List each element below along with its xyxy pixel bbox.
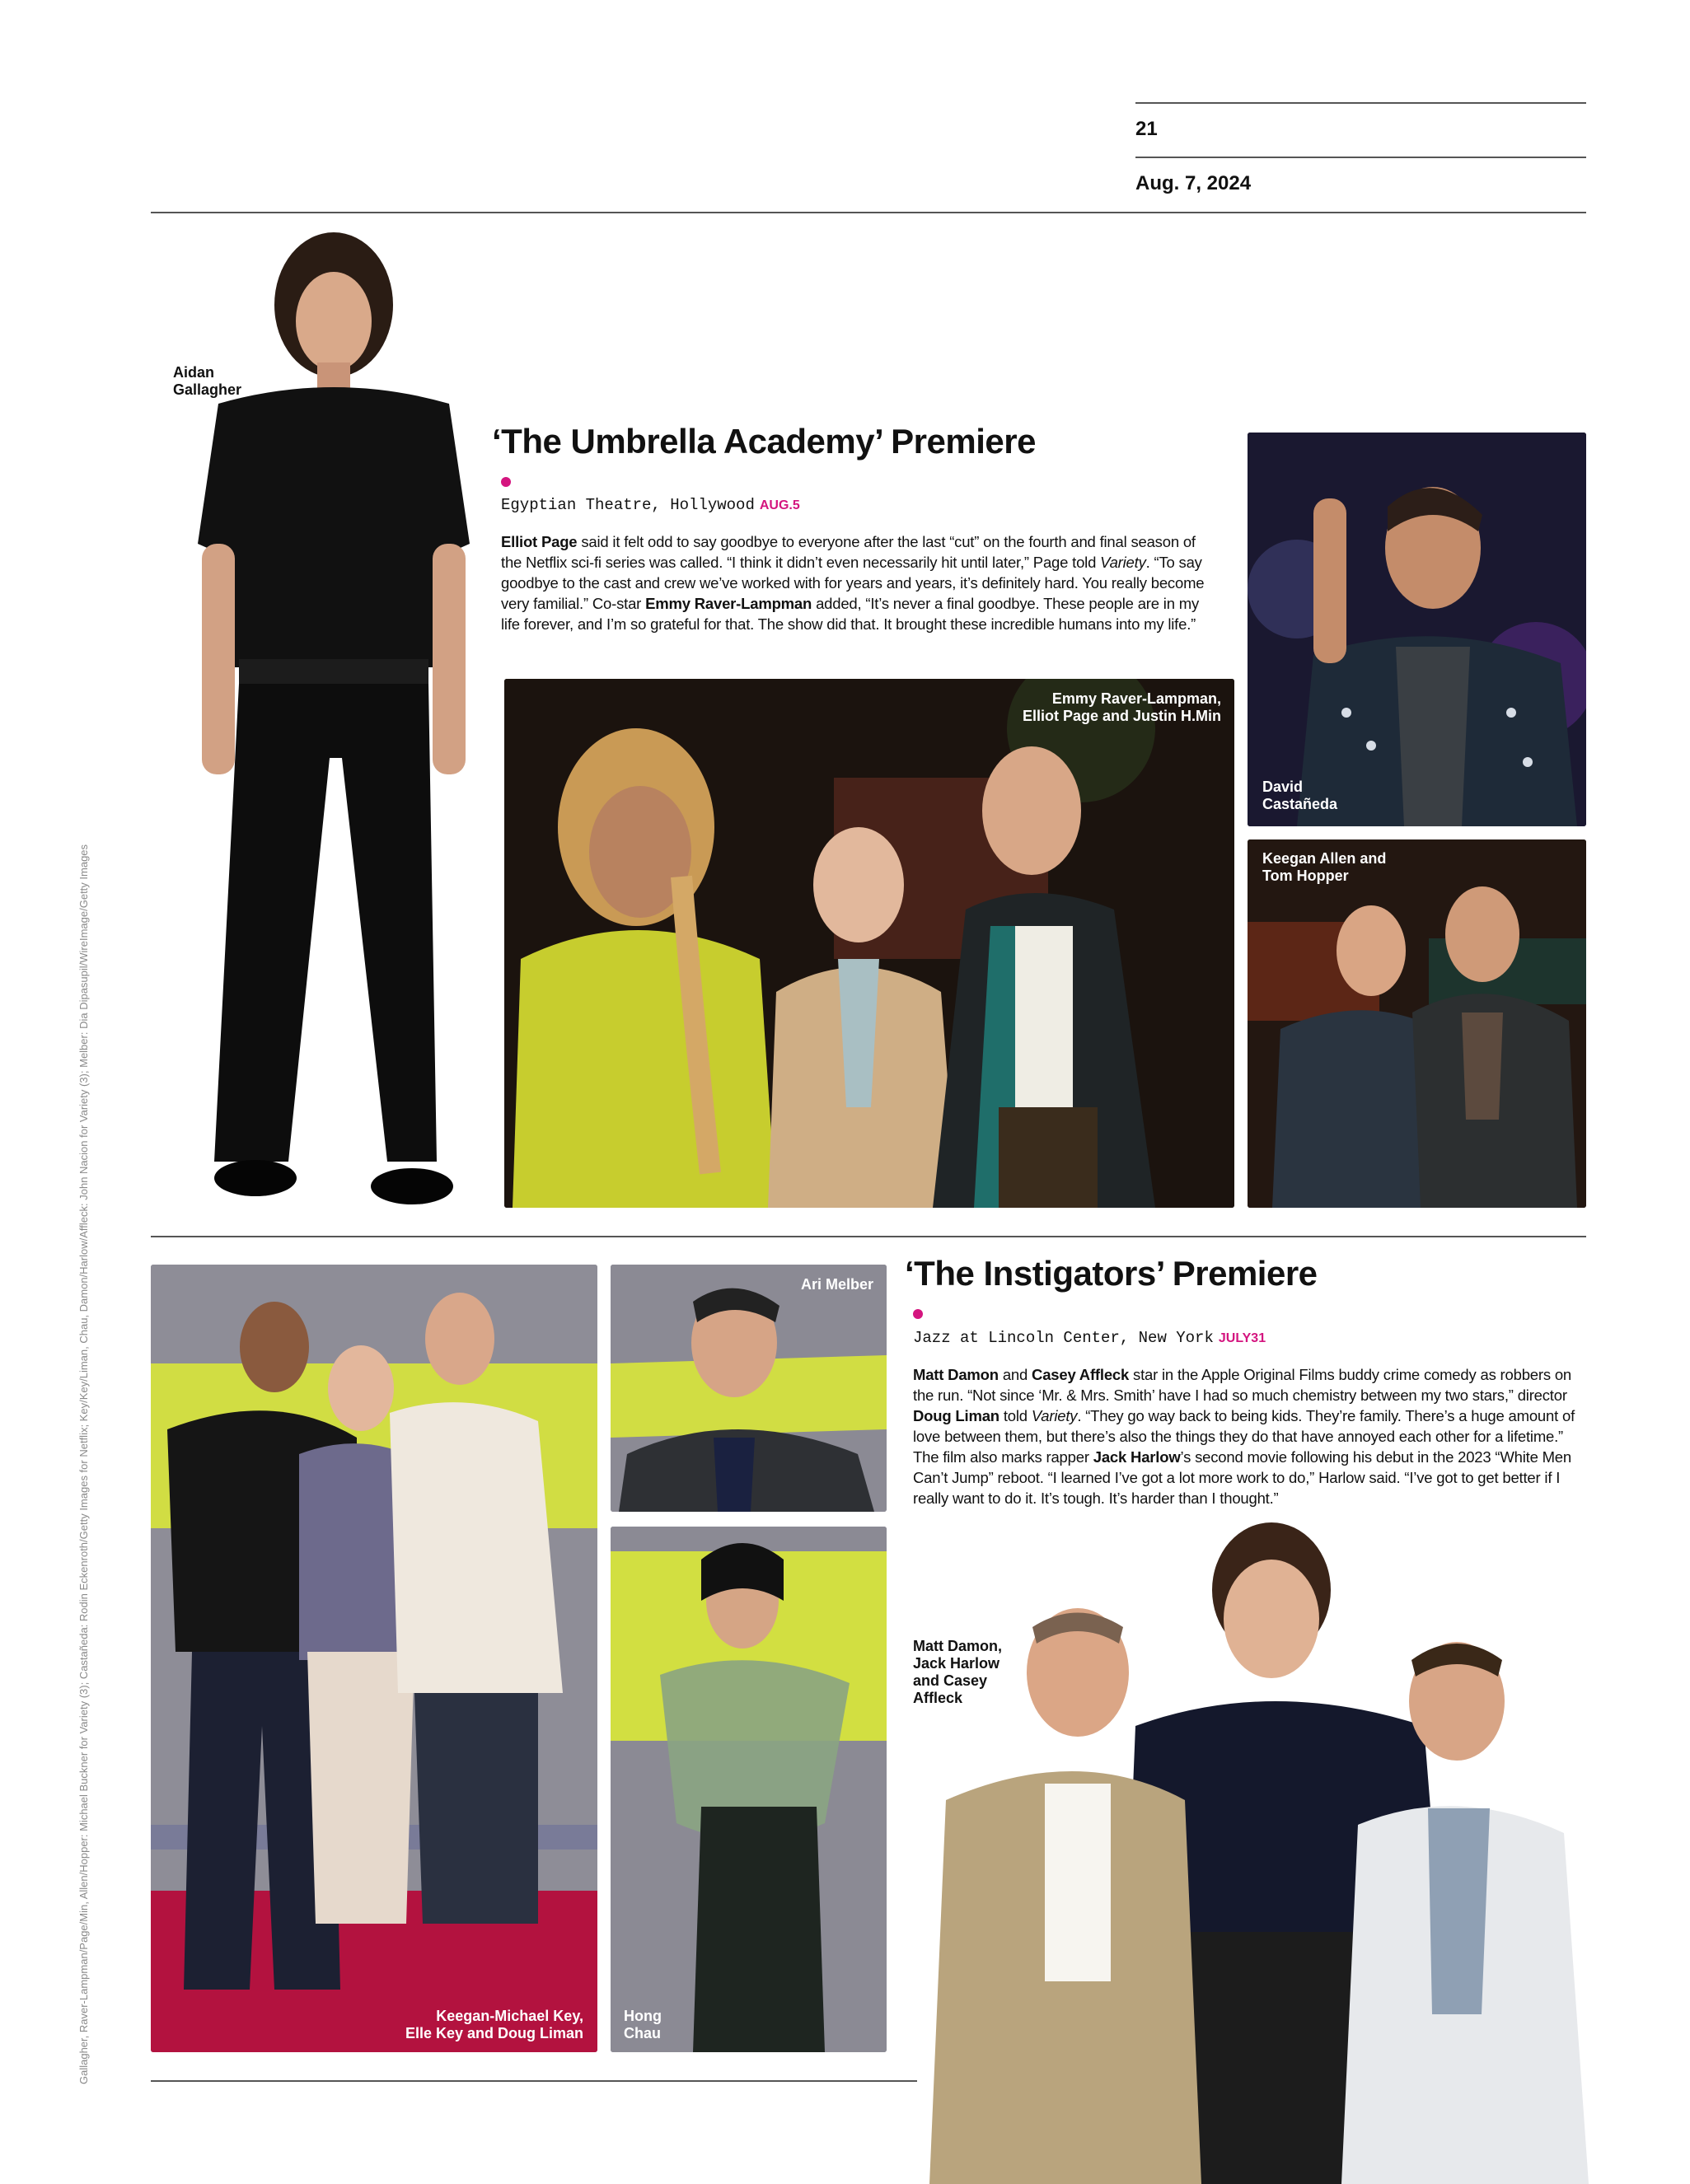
photo-key-key-liman — [151, 1265, 597, 2052]
section-rule — [151, 1236, 1586, 1237]
chau-photo-illustration — [611, 1527, 887, 2052]
caption-ari-melber: Ari Melber — [800, 1276, 873, 1293]
folio-top-rule — [1135, 102, 1586, 104]
allen-hopper-photo-illustration — [1248, 839, 1586, 1208]
instigators-venue: Jazz at Lincoln Center, New York — [913, 1329, 1214, 1347]
umbrella-premiere-title: ‘The Umbrella Academy’ Premiere — [492, 422, 1036, 461]
instigators-venue-line — [913, 1329, 1266, 1347]
umbrella-accent-dot — [501, 477, 511, 487]
instigators-premiere-title: ‘The Instigators’ Premiere — [905, 1254, 1318, 1293]
photo-raver-lampman-page-min — [504, 679, 1234, 1208]
umbrella-venue: Egyptian Theatre, Hollywood — [501, 496, 755, 514]
issue-date: Aug. 7, 2024 — [1135, 172, 1252, 194]
group-photo-illustration — [504, 679, 1234, 1208]
photo-ari-melber — [611, 1265, 887, 1512]
castaneda-photo-illustration — [1248, 433, 1586, 826]
caption-keegan-allen-tom-hopper: Keegan Allen and Tom Hopper — [1262, 850, 1387, 884]
umbrella-venue-line — [501, 496, 800, 514]
instigators-article-body: Matt Damon and Casey Affleck star in the Apple Original Films buddy crime comedy as robbers on the run. “Not since ‘Mr. & Mrs. Smith’ have I had so much chemistry between my two stars,” director Doug Liman told Variety. “They go way back to being kids. They’re family. There’s a huge amount of love between them, but there’s also the things they do that have annoyed each other for a lifetime.” The film also marks rapper Jack Harlow’s second movie following his debut in the 2023 “White Men Can’t Jump” reboot. “I learned I’ve got a lot more work to do,” Harlow said. “I’ve got to get better if I really want to do it. It’s tough. It’s harder than I thought.” — [913, 1366, 1575, 1507]
header-rule — [151, 212, 1586, 213]
caption-david-castaneda: David Castañeda — [1262, 779, 1338, 812]
bottom-rule — [151, 2080, 917, 2082]
umbrella-article-body: Elliot Page said it felt odd to say goodbye to everyone after the last “cut” on the fourth and final season of the Netflix sci-fi series was called. “I think it didn’t even necessarily hit until later,” Page told Variety. “To say goodbye to the cast and crew we’ve worked with for years and years, it’s definitely hard. You really become very familial.” Co-star Emmy Raver-Lampman added, “It’s never a final goodbye. These people are in my life forever, and I’m so grateful for that. The show did that. It brought these incredible humans into my life.” — [501, 533, 1205, 633]
photo-keegan-allen-tom-hopper — [1248, 839, 1586, 1208]
instigators-date: JULY31 — [1218, 1331, 1266, 1345]
caption-key-key-liman: Keegan-Michael Key, Elle Key and Doug Liman — [405, 2008, 583, 2041]
page-number: 21 — [1135, 118, 1158, 140]
photo-aidan-gallagher — [185, 231, 482, 1219]
umbrella-date: AUG.5 — [759, 498, 800, 512]
folio-mid-rule — [1135, 157, 1586, 158]
instigators-accent-dot — [913, 1309, 923, 1319]
photo-hong-chau — [611, 1527, 887, 2052]
caption-hong-chau: Hong Chau — [624, 2008, 662, 2041]
melber-photo-illustration — [611, 1265, 887, 1512]
photo-credit: Gallagher, Raver-Lampman/Page/Min, Allen/Hopper: Michael Buckner for Variety (3); Castañeda: Rodin Eckenroth/Getty Images for Netflix; Key/Key/Liman, Chau, Damon/Harlow/Affleck: John Nacion for Variety (3); Melber: Dia Dipasupil/WireImage/Getty Images — [77, 844, 90, 2084]
key-liman-photo-illustration — [151, 1265, 597, 2052]
caption-aidan-gallagher: Aidan Gallagher — [173, 364, 242, 398]
caption-damon-harlow-affleck: Matt Damon, Jack Harlow and Casey Affleck — [913, 1638, 1002, 1706]
photo-damon-harlow-affleck — [913, 1520, 1605, 2184]
photo-david-castaneda — [1248, 433, 1586, 826]
caption-raver-lampman-page-min: Emmy Raver-Lampman, Elliot Page and Justin H.Min — [1022, 690, 1221, 724]
